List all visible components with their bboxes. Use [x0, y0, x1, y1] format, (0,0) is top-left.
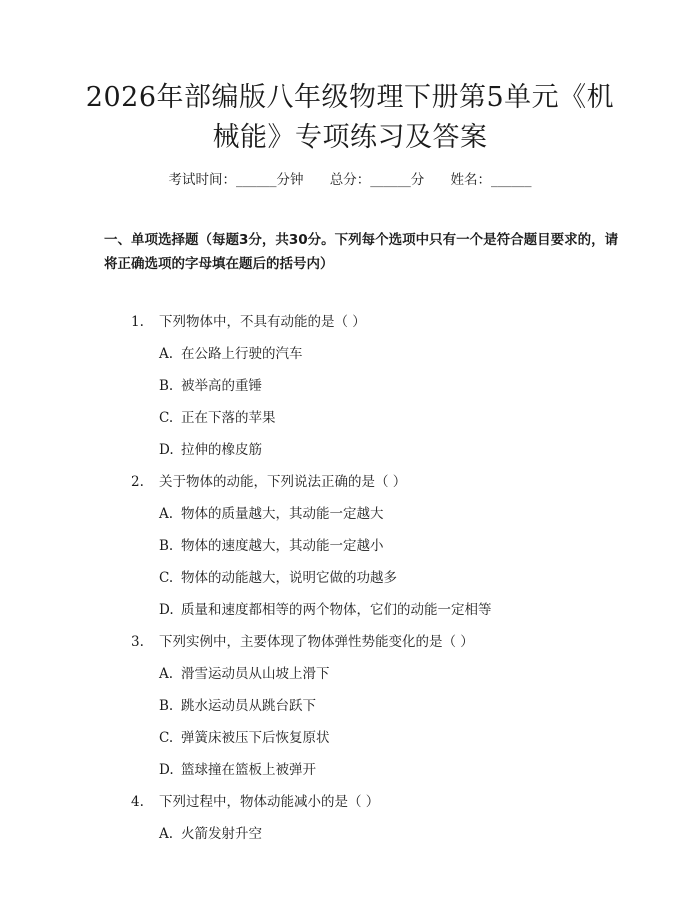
question-3-option-c: [159, 726, 330, 746]
question-4: [131, 790, 379, 810]
option-text: 质量和速度都相等的两个物体，它们的动能一定相等: [181, 602, 492, 618]
page-title: 2026年部编版八年级物理下册第5单元《机械能》专项练习及答案: [85, 82, 615, 153]
option-letter: D.: [159, 442, 174, 458]
option-letter: C.: [159, 730, 174, 746]
option-text: 物体的质量越大，其动能一定越大: [181, 506, 384, 522]
question-2: [131, 470, 406, 490]
question-2-option-d: [159, 598, 492, 618]
option-text: 跳水运动员从跳台跃下: [181, 698, 316, 714]
question-1-option-a: [159, 342, 303, 362]
option-text: 弹簧床被压下后恢复原状: [181, 730, 330, 746]
option-letter: A.: [159, 506, 174, 522]
question-number: 2.: [131, 474, 144, 490]
question-number: 1.: [131, 314, 144, 330]
question-3-option-a: [159, 662, 330, 682]
option-text: 物体的动能越大，说明它做的功越多: [181, 570, 397, 586]
option-letter: C.: [159, 410, 174, 426]
question-text: 下列物体中，不具有动能的是（ ）: [159, 314, 366, 330]
question-2-option-b: [159, 534, 384, 554]
question-1-option-c: [159, 406, 276, 426]
section-heading: 一、单项选择题（每题3分，共30分。下列每个选项中只有一个是符合题目要求的，请将正确选项的字母填在题后的括号内）: [104, 232, 619, 272]
total-score: 总分：______分: [329, 172, 425, 188]
question-3: [131, 630, 474, 650]
exam-time: 考试时间：______分钟: [168, 172, 304, 188]
question-number: 4.: [131, 794, 144, 810]
option-text: 在公路上行驶的汽车: [181, 346, 303, 362]
option-text: 篮球撞在篮板上被弹开: [181, 762, 316, 778]
option-text: 拉伸的橡皮筋: [181, 442, 262, 458]
question-1-option-b: [159, 374, 262, 394]
option-letter: B.: [159, 538, 174, 554]
question-2-option-c: [159, 566, 397, 586]
option-letter: A.: [159, 826, 174, 842]
question-number: 3.: [131, 634, 144, 650]
option-letter: C.: [159, 570, 174, 586]
option-letter: A.: [159, 666, 174, 682]
question-3-option-b: [159, 694, 316, 714]
option-letter: D.: [159, 762, 174, 778]
question-1-option-d: [159, 438, 262, 458]
question-text: 下列过程中，物体动能减小的是（ ）: [159, 794, 380, 810]
student-name: 姓名：______: [450, 172, 532, 188]
question-text: 下列实例中，主要体现了物体弹性势能变化的是（ ）: [159, 634, 474, 650]
option-letter: B.: [159, 698, 174, 714]
exam-info-line: [0, 168, 700, 188]
option-letter: B.: [159, 378, 174, 394]
option-text: 火箭发射升空: [181, 826, 262, 842]
option-text: 物体的速度越大，其动能一定越小: [181, 538, 384, 554]
question-2-option-a: [159, 502, 384, 522]
question-text: 关于物体的动能，下列说法正确的是（ ）: [159, 474, 407, 490]
option-letter: D.: [159, 602, 174, 618]
question-1: [131, 310, 366, 330]
question-4-option-a: [159, 822, 262, 842]
question-3-option-d: [159, 758, 316, 778]
option-text: 被举高的重锤: [181, 378, 262, 394]
option-letter: A.: [159, 346, 174, 362]
option-text: 正在下落的苹果: [181, 410, 276, 426]
option-text: 滑雪运动员从山坡上滑下: [181, 666, 330, 682]
